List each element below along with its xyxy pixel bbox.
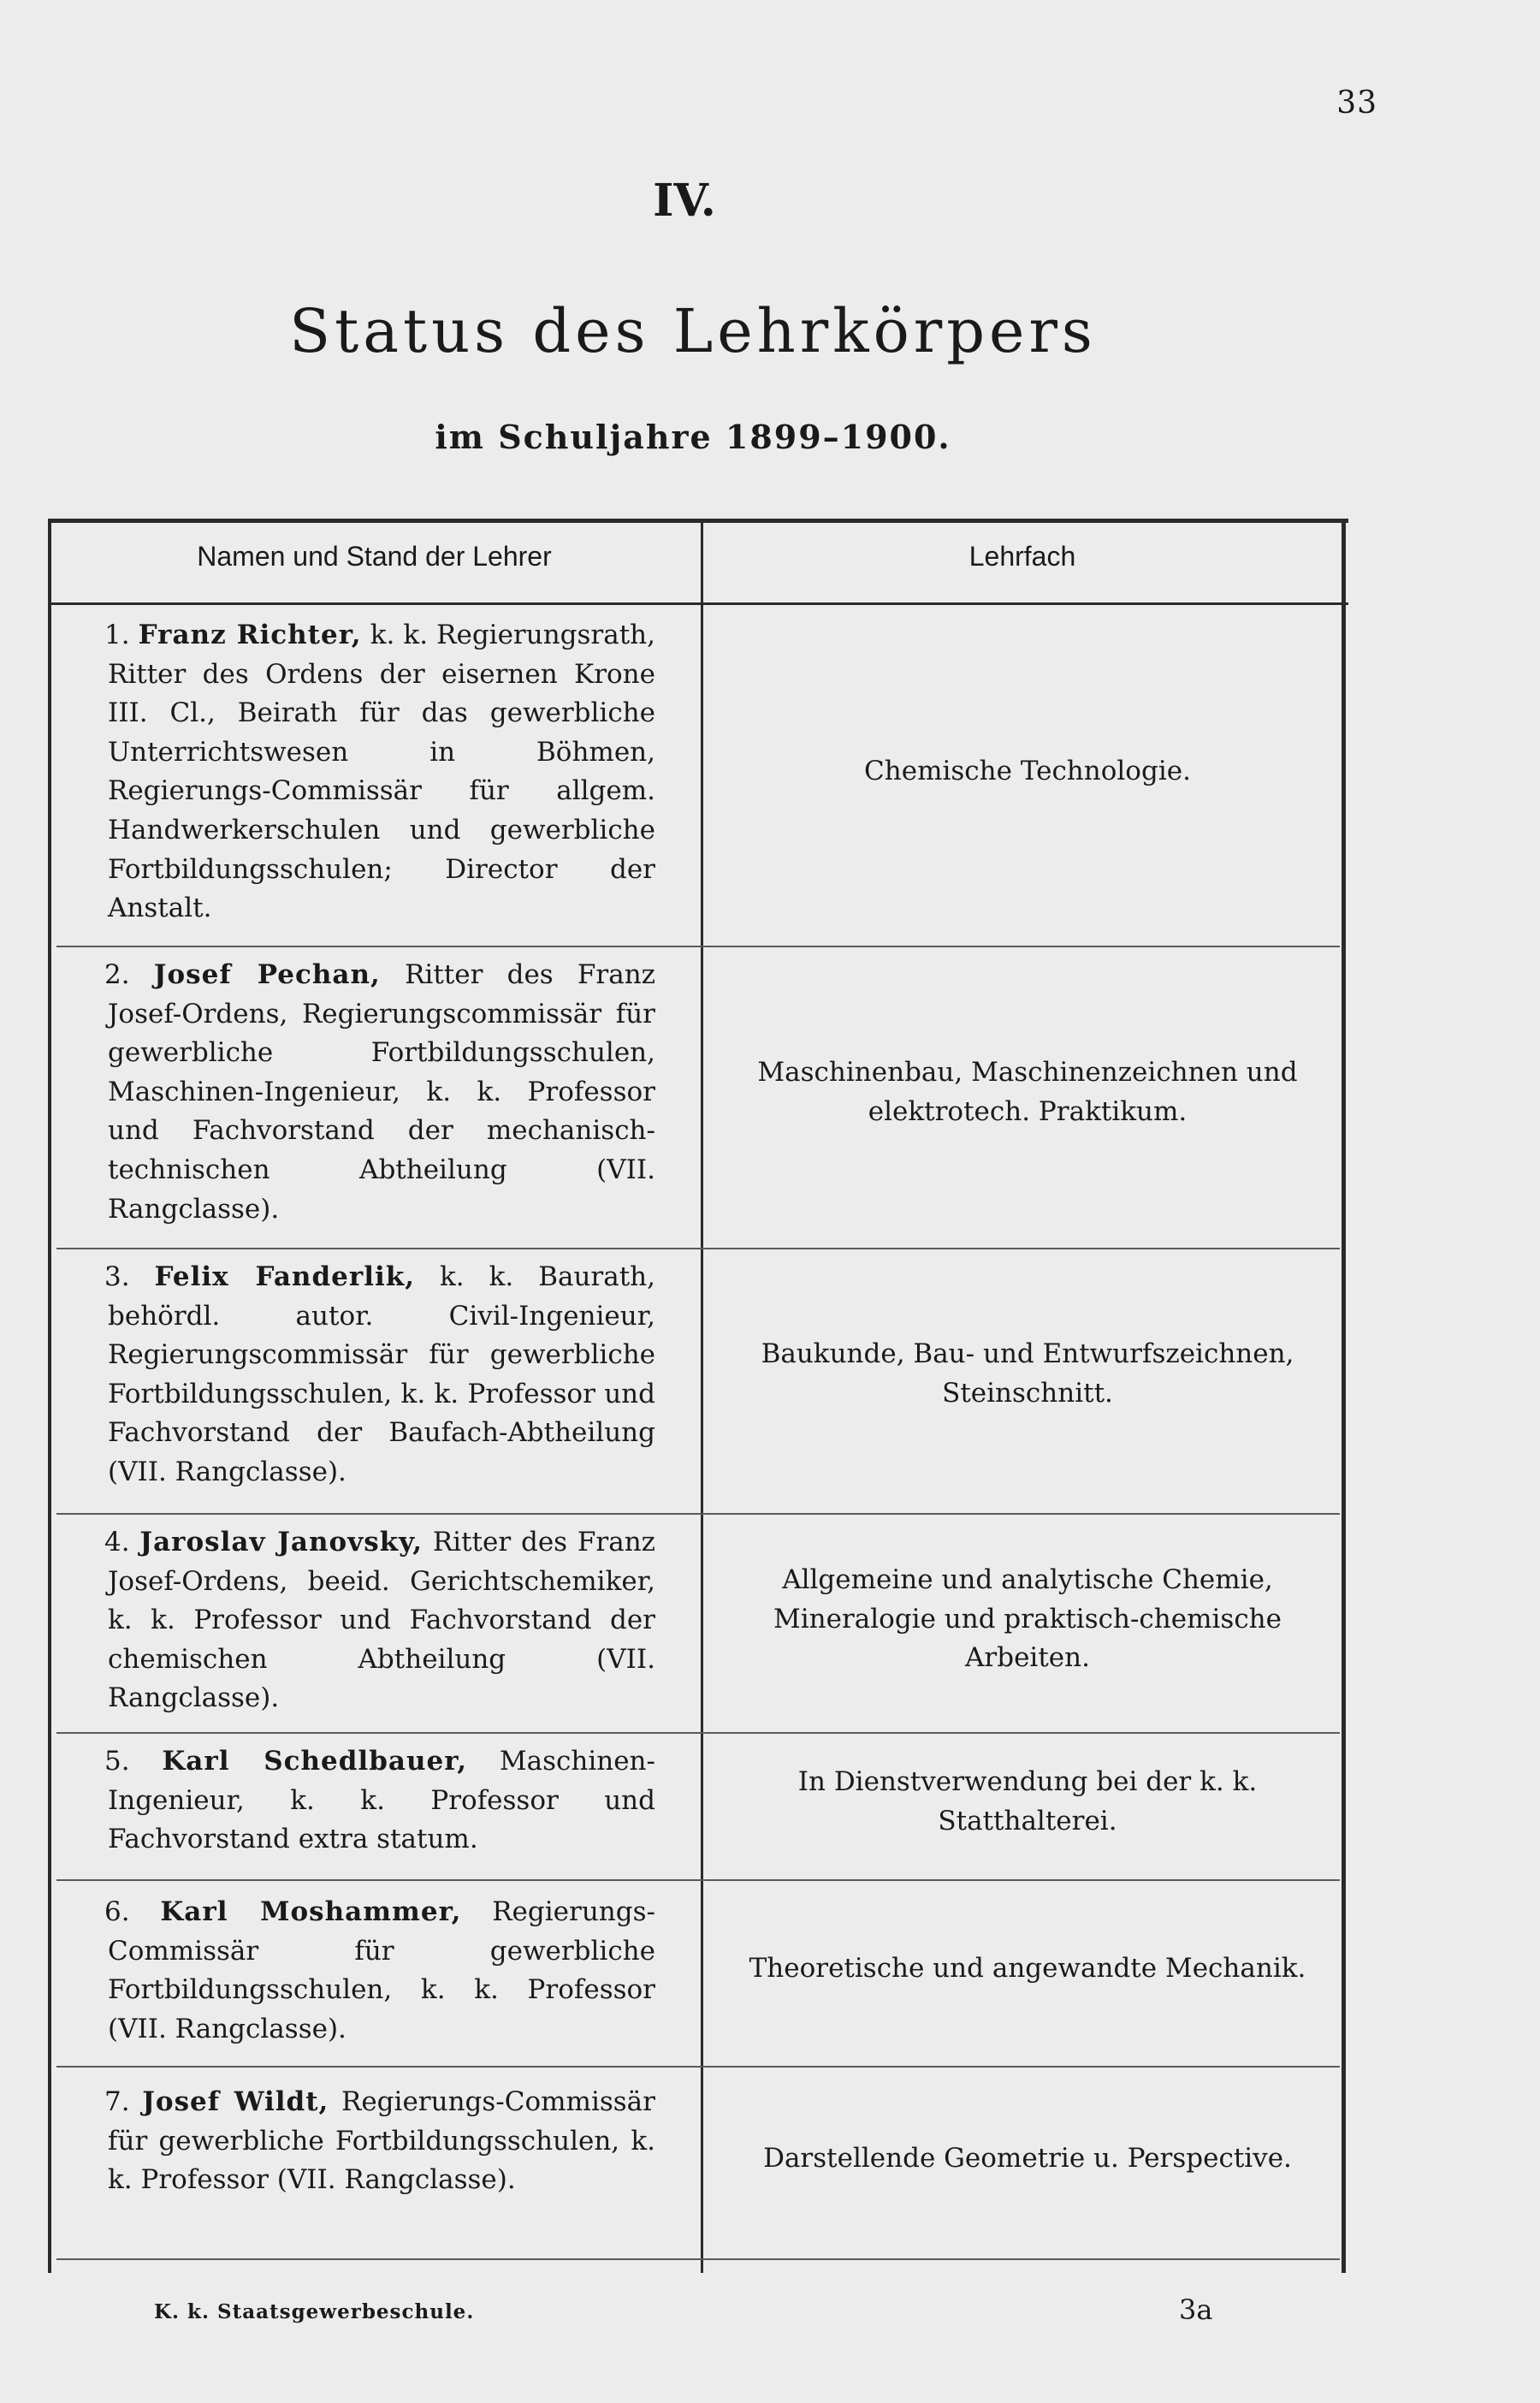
subject: Maschinenbau, Maschinenzeichnen und elektrotech. Praktikum.	[757, 1057, 1298, 1127]
section-numeral: IV.	[653, 175, 716, 227]
table-row	[48, 605, 1348, 947]
teacher-entry	[104, 1258, 655, 1492]
table-row	[48, 2068, 1348, 2260]
page-number: 33	[1336, 86, 1377, 121]
table-row	[48, 1734, 1348, 1881]
table-row	[48, 947, 1348, 1249]
footer-signature: 3a	[1179, 2293, 1213, 2326]
entry-number: 4.	[104, 1527, 130, 1558]
subject: Allgemeine und analytische Chemie, Mineralogie und praktisch-chemische Arbeiten.	[773, 1564, 1282, 1674]
row-divider	[56, 2258, 1340, 2260]
teacher-entry	[104, 1893, 655, 2049]
teacher-entry	[104, 956, 656, 1229]
teacher-entry	[104, 616, 656, 929]
teacher-description: Ritter des Franz Josef-Ordens, beeid. Gerichtschemiker, k. k. Professor und Fachvorstand der chemischen Abtheilung (VII. Rangclasse).	[108, 1527, 656, 1714]
table-top-rule	[48, 519, 1348, 523]
teacher-name: Karl Schedlbauer,	[162, 1746, 468, 1777]
teacher-name: Karl Moshammer,	[160, 1896, 462, 1927]
entry-number: 5.	[104, 1746, 130, 1777]
teacher-description: k. k. Baurath, behördl. autor. Civil-Ingenieur, Regierungscommissär für gewerbliche Fortbildungsschulen, k. k. Professor und Fachvorstand der Baufach-Abtheilung (VII. Rangclasse).	[108, 1261, 655, 1487]
subject: Baukunde, Bau- und Entwurfszeichnen, Steinschnitt.	[761, 1338, 1294, 1409]
column-header-names: Namen und Stand der Lehrer	[197, 541, 552, 572]
table-row	[48, 1515, 1348, 1734]
teacher-description: Regierungs-Commissär für gewerbliche Fortbildungsschulen, k. k. Professor (VII. Rangclasse).	[108, 1896, 655, 2044]
entry-number: 6.	[104, 1896, 130, 1927]
entry-number: 7.	[104, 2086, 130, 2117]
teacher-name: Jaroslav Janovsky,	[139, 1527, 424, 1558]
staff-table	[48, 519, 1348, 2273]
column-header-subject: Lehrfach	[968, 541, 1076, 572]
footer-publisher: K. k. Staatsgewerbeschule.	[154, 2300, 475, 2323]
page-subtitle: im Schuljahre 1899–1900.	[435, 418, 951, 456]
entry-number: 2.	[104, 959, 130, 990]
table-row	[48, 1249, 1348, 1515]
entry-number: 1.	[104, 620, 130, 650]
subject: Darstellende Geometrie u. Perspective.	[763, 2143, 1292, 2174]
subject: Chemische Technologie.	[864, 756, 1191, 786]
teacher-entry	[104, 2083, 655, 2200]
table-row	[48, 1881, 1348, 2068]
teacher-name: Felix Fanderlik,	[154, 1261, 416, 1292]
teacher-name: Josef Wildt,	[142, 2086, 329, 2117]
teacher-entry	[104, 1523, 656, 1718]
teacher-description: Ritter des Franz Josef-Ordens, Regierungscommissär für gewerbliche Fortbildungsschulen, Maschinen-Ingenieur, k. k. Professor und Fachvorstand der mechanisch-technischen Abtheilung (VII. Rangclasse).	[108, 959, 656, 1225]
subject: Theoretische und angewandte Mechanik.	[749, 1953, 1306, 1984]
subject: In Dienstverwendung bei der k. k. Statthalterei.	[797, 1766, 1258, 1836]
teacher-entry	[104, 1742, 655, 1860]
teacher-description: k. k. Regierungsrath, Ritter des Ordens der eisernen Krone III. Cl., Beirath für das gewerbliche Unterrichtswesen in Böhmen, Regierungs-Commissär für allgem. Handwerkerschulen und gewerbliche Fortbildungsschulen; Director der Anstalt.	[108, 620, 656, 924]
entry-number: 3.	[104, 1261, 130, 1292]
teacher-description: Regierungs-Commissär für gewerbliche Fortbildungsschulen, k. k. Professor (VII. Rangclasse).	[108, 2086, 655, 2196]
teacher-name: Franz Richter,	[138, 620, 362, 650]
teacher-name: Josef Pechan,	[153, 959, 381, 990]
page-title: Status des Lehrkörpers	[289, 296, 1097, 366]
teacher-description: Maschinen-Ingenieur, k. k. Professor und Fachvorstand extra statum.	[108, 1746, 655, 1855]
